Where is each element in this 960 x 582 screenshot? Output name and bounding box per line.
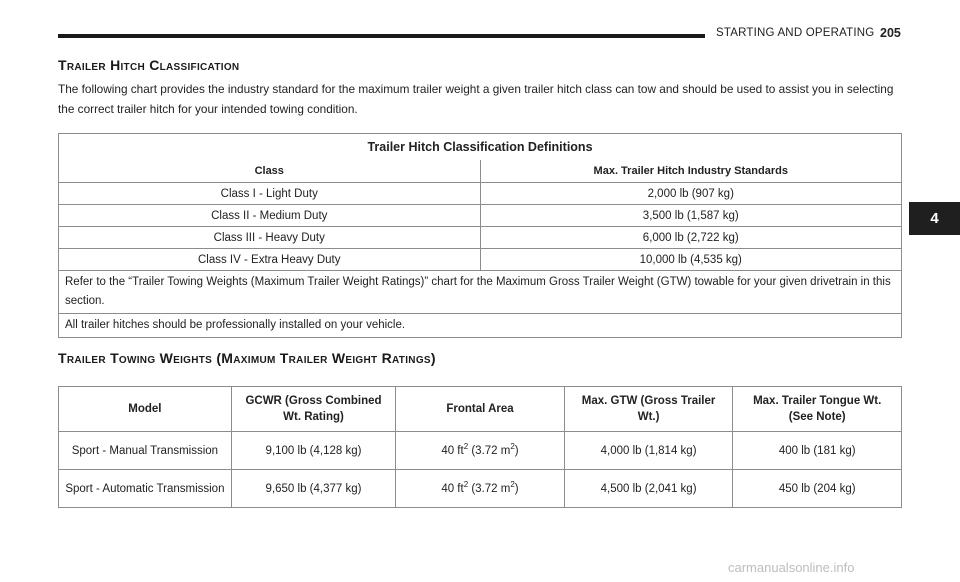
area-m-value: (3.72 m	[468, 482, 511, 495]
table-row	[59, 227, 902, 249]
hitch-table-caption: Trailer Hitch Classification Definitions	[59, 134, 902, 161]
area-ft-value: 40 ft	[441, 482, 464, 495]
max-weight-cell: 2,000 lb (907 kg)	[480, 183, 902, 205]
column-header-max-gtw: Max. GTW (Gross Trailer Wt.)	[564, 387, 733, 432]
frontal-area-cell	[396, 432, 565, 470]
area-ft-value: 40 ft	[441, 444, 464, 457]
chapter-tab: 4	[909, 202, 960, 235]
page-number: 205	[880, 26, 901, 40]
max-gtw-cell: 4,500 lb (2,041 kg)	[564, 470, 733, 508]
tongue-weight-cell: 400 lb (181 kg)	[733, 432, 902, 470]
header-rule	[58, 34, 705, 38]
max-weight-cell: 3,500 lb (1,587 kg)	[480, 205, 902, 227]
hitch-section-title: Trailer Hitch Classification	[58, 57, 240, 73]
column-header-tongue-weight: Max. Trailer Tongue Wt. (See Note)	[733, 387, 902, 432]
model-cell: Sport - Manual Transmission	[59, 432, 232, 470]
table-note-installation: All trailer hitches should be professionally installed on your vehicle.	[59, 314, 902, 338]
column-header-max-standards: Max. Trailer Hitch Industry Standards	[480, 160, 902, 183]
area-m-exponent: 2	[510, 479, 515, 489]
area-m-exponent: 2	[510, 441, 515, 451]
area-close-paren: )	[514, 482, 519, 495]
area-close-paren: )	[514, 444, 519, 457]
frontal-area-cell	[396, 470, 565, 508]
class-cell: Class III - Heavy Duty	[59, 227, 481, 249]
max-gtw-cell: 4,000 lb (1,814 kg)	[564, 432, 733, 470]
area-m-value: (3.72 m	[468, 444, 511, 457]
tongue-weight-cell: 450 lb (204 kg)	[733, 470, 902, 508]
column-header-gcwr: GCWR (Gross Combined Wt. Rating)	[231, 387, 395, 432]
model-cell: Sport - Automatic Transmission	[59, 470, 232, 508]
running-header-title: STARTING AND OPERATING	[716, 27, 875, 39]
class-cell: Class I - Light Duty	[59, 183, 481, 205]
area-ft-exponent: 2	[463, 441, 469, 451]
hitch-classification-table	[58, 133, 902, 338]
column-header-class: Class	[59, 160, 481, 183]
watermark: carmanualsonline.info	[728, 560, 855, 575]
table-row	[59, 249, 902, 271]
table-row	[59, 432, 902, 470]
table-row	[59, 205, 902, 227]
max-weight-cell: 10,000 lb (4,535 kg)	[480, 249, 902, 271]
class-cell: Class II - Medium Duty	[59, 205, 481, 227]
class-cell: Class IV - Extra Heavy Duty	[59, 249, 481, 271]
towing-weights-section-title: Trailer Towing Weights (Maximum Trailer Weight Ratings)	[58, 350, 436, 366]
column-header-frontal-area: Frontal Area	[396, 387, 565, 432]
table-row	[59, 470, 902, 508]
hitch-intro-paragraph: The following chart provides the industry standard for the maximum trailer weight a given trailer hitch class can tow and should be used to assist you in selecting the correct trailer hitch for your intended towing condition.	[58, 82, 894, 116]
table-row	[59, 183, 902, 205]
table-note-reference: Refer to the “Trailer Towing Weights (Maximum Trailer Weight Ratings)” chart for the Maximum Gross Trailer Weight (GTW) towable for your given drivetrain in this section.	[59, 271, 902, 314]
table-header-row	[59, 387, 902, 432]
gcwr-cell: 9,650 lb (4,377 kg)	[231, 470, 395, 508]
gcwr-cell: 9,100 lb (4,128 kg)	[231, 432, 395, 470]
area-ft-exponent: 2	[463, 479, 469, 489]
max-weight-cell: 6,000 lb (2,722 kg)	[480, 227, 902, 249]
towing-weights-table	[58, 386, 902, 508]
column-header-model: Model	[59, 387, 232, 432]
